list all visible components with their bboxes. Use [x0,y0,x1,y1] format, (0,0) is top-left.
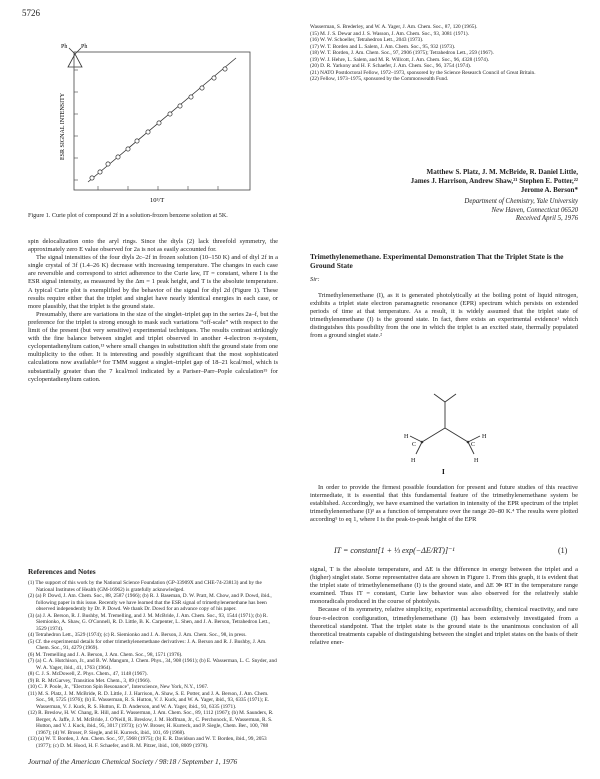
reference-item: (1) The support of this work by the National Science Foundation (GP-33909X and CHE-74-23813) and by the National Institutes of Health (GM-16962) is gratefully acknowledged. [28,580,262,593]
atom-label: H [474,458,479,464]
plot-frame [74,52,250,190]
references-list [28,580,278,749]
paragraph: signal, T is the absolute temperature, and ΔE is the difference in energy between the triplet and a (higher) singlet state. Some representative data are shown in Figure 1. From this graph, it is evident that the triplet state of trimethylenemethane (I) is the ground state, and ΔE ≫ RT in the temperature range examined. Thus IT = constant, Curie law behavior was also observed for the relatively stable monoradicals produced in the course of photolysis. [310,566,578,606]
atom-label: H [482,434,487,440]
x-ticks [98,186,218,190]
reference-item: (16) W. W. Schoeller, Tetrahedron Lett., 2043 (1973). [310,37,424,43]
data-point [168,112,172,116]
data-point [98,170,102,174]
salutation: Sir: [310,276,320,283]
atom-label: H [411,458,416,464]
data-point [212,76,216,80]
reference-item: (17) W. T. Borden and L. Salem, J. Am. Chem. Soc., 95, 932 (1973). [310,43,456,50]
data-point [116,155,120,159]
equation: IT = constant[1 + ⅓ exp(−ΔE/RT)]⁻¹ [334,546,455,555]
received-date: Received April 5, 1976 [515,215,578,223]
paragraph: Trimethylenemethane (I), as it is generated photolytically at the boiling point of liquid nitrogen, exhibits a triplet state electron paramagnetic resonance (EPR) spectrum which persists on extended periods of time at that temperature. As a result, it is widely assumed that the triplet state of trimethylenemethane (I) is the ground state. In fact, there exists an experimental evidence¹ which distinguishes this possibility from the one in which the triplet is an excited state, thermally populated from a ground singlet state.² [310,292,578,340]
data-point [126,147,130,151]
inset-label-left: Ph [61,44,68,50]
journal-footer: Journal of the American Chemical Society / 98:18 / September 1, 1976 [28,757,238,766]
page-number: 5726 [22,8,40,18]
atom-label: H [404,434,409,440]
y-ticks [74,70,78,180]
paragraph: The signal intensities of the four diyls 2c–2f in frozen solution (10–150 K) and of diyl 2f in a single crystal of 3f (1.4–26 K) decrease with increasing temperature. The changes in each case are reversible and correspond to strict adherence to the Curie law, IT = constant, where I is the ESR signal intensity, as measured by the Δm = 1 peak height, and T is the absolute temperature. A typical Curie plot is exemplified by the behavior of the signal for diyl 2d (Figure 1). These results require either that the triplet and singlet have nearly identical energies in each case, or more plausibly, that the triplet is the ground state. [28,254,278,310]
radical-dot-icon [421,441,424,444]
reference-item: (7) (a) C. A. Hutchison, Jr., and B. W. Mangum, J. Chem. Phys., 34, 908 (1961); (b) E. Wasserman, L. C. Snyder, and W. A. Yager, ibid., 41, 1763 (1964). [28,658,277,671]
data-point [200,86,204,90]
reference-item: (6) M. Tremelling and J. A. Berson, J. Am. Chem. Soc., 98, 1571 (1976). [28,651,183,658]
references-continued [310,24,578,83]
atom-label: C [412,442,417,448]
paragraph: Presumably, there are variations in the size of the singlet–triplet gap in the series 2a–f, but the preference for the triplet is strong enough to mask such variations “off-scale” with respect to the limit of the present (but very sensitive) experimental techniques. The results contrast strikingly with the fine balance between singlet and triplet observed in another 4-electron π-system, cyclopentadienylium cation,¹³ where small changes in substitution shift the ground state from one multiplicity to the other. It is interesting and possibly significant that the most sophisticated calculations now available¹⁴ for TMM suggest a singlet–triplet gap of 18–21 kcal/mol, which is substantially greater than the 7 kcal/mol indicated by a Pariser–Parr–Pople calculation¹⁵ for cyclopentadienylium cation. [28,310,278,383]
reference-item: (5) Cf. the experimental details for other trimethylenemethane derivatives: J. A. Berson and R. J. Bushby, J. Am. Chem. Soc., 91, 4279 (1969). [28,638,267,651]
reference-item: (9) B. R. McGarvey, Transition Met. Chem., 3, 89 (1966). [28,677,151,684]
author-line: Jerome A. Berson* [520,186,578,194]
reference-item: (3) (a) J. A. Berson, R. J. Bushby, M. Tremelling, and J. M. McBride, J. Am. Chem. Soc., 93, 1544 (1971); (b) R. Siemionko, A. Shaw, G. O'Connell, R. D. Little, B. K. Carpenter, L. Shen, and J. A. Berson, Tetrahedron Lett., 3529 (1974). [28,612,270,632]
right-body-text-2 [310,484,578,524]
affiliation-line: Department of Chemistry, Yale University [464,198,578,205]
paragraph: spin delocalization onto the aryl rings. Since the diyls (2) lack threefold symmetry, the approximately zero E value observed for 2a is not as easily accounted for. [28,238,278,254]
radical-dot-icon [467,441,470,444]
reference-item: (15) M. J. S. Dewar and J. S. Wasson, J. Am. Chem. Soc., 93, 3081 (1971). [310,30,469,37]
reference-item: (21) NATO Postdoctoral Fellow, 1972–1973, sponsored by the Science Research Council of Great Britain. [310,69,536,76]
structure-label: I [442,468,445,476]
reference-item: (2) (a) P. Dowd, J. Am. Chem. Soc., 88, 2587 (1966); (b) R. J. Baseman, D. W. Pratt, M. Chow, and P. Dowd, ibid., following paper in this issue. Recently we have learned that the ESR signal of trimethylenemethane has been observed independently by Dr. P. Dowd. We thank Dr. Dowd for an advance copy of his paper. [28,593,272,612]
references-heading: References and Notes [28,567,96,576]
x-axis-label: 10³/T [150,197,165,204]
reference-item: (18) W. T. Borden, J. Am. Chem. Soc., 97, 2906 (1975); Tetrahedron Lett., 259 (1967). [310,50,494,56]
reference-item: (12) R. Breslow, H. W. Chang, R. Hill, and E. Wasserman, J. Am. Chem. Soc., 89, 1112 (1967); (b) M. Saunders, R. Berger, A. Jaffe, J. M. McBride, J. O'Neill, R. Breslow, J. M. Hoffman, Jr., C. Perchonock, E. Wasserman, R. S. Hutton, and V. J. Kuck, ibid., 95, 3017 (1973); (c) W. Broser, H. Kurreck, and P. Siegle, Chem. Ber., 100, 788 (1967); (d) W. Broser, P. Siegle, and H. Kurreck, ibid., 101, 69 (1968). [28,710,274,736]
reference-item: (22) Fellow, 1973–1975, sponsored by the Commonwealth Fund. [310,76,449,82]
reference-item: (19) W. J. Hehre, L. Salem, and M. R. Willcott, J. Am. Chem. Soc., 96, 4328 (1974). [310,56,490,63]
reference-item: (4) Tetrahedron Lett., 3529 (1974); (c) R. Siemionko and J. A. Berson, J. Am. Chem. Soc., 98, in press. [28,632,247,638]
data-point [135,139,139,143]
right-body-text-3 [310,566,578,647]
reference-item: (20) D. R. Yarkony and H. F. Schaefer, J. Am. Chem. Soc., 96, 3754 (1974). [310,63,472,69]
left-body-text [28,238,278,384]
y-axis-label: ESR SIGNAL INTENSITY [60,92,66,160]
data-point [146,130,150,134]
inset-label-right: Ph [81,44,88,50]
data-point [189,95,193,99]
equation-number: (1) [558,546,568,555]
affiliation-line: New Haven, Connecticut 06520 [491,206,578,214]
data-point [157,121,161,125]
paragraph: In order to provide the firmest possible foundation for present and future studies of this reactive intermediate, it is essential that this fundamental feature of the trimethylenemethane system be established. Accordingly, we have examined the variation in intensity of the EPR spectrum of the triplet trimethylenemethane (I)³ as a function of temperature over the range 20–80 K.⁴ The results were plotted according⁵ to eq 1, where I is the peak-to-peak height of the EPR [310,484,578,524]
article-title: Trimethylenemethane. Experimental Demonstration That the Triplet State is the Ground State [310,252,564,270]
author-line: Matthew S. Platz, J. M. McBride, R. Daniel Little, [426,168,578,176]
figure-1-caption: Figure 1. Curie plot of compound 2f in a solution-frozen benzene solution at 5K. [28,212,228,219]
figure-1-curie-plot [38,40,270,208]
data-point [106,162,110,166]
atom-label: C [471,442,476,448]
right-body-text-1 [310,292,578,341]
data-point [90,176,94,180]
paragraph: Because of its symmetry, relative simplicity, experimental accessibility, chemical reactivity, and rare four-π-electron configuration, trimethylenemethane (I) has been extensively investigated from a theoretical standpoint. That the triplet state is the ground state is the unanimous conclusion of all theoretical treatments capable of distinguishing between the singlet and triplet states on the basis of their relative ener- [310,606,578,646]
reference-item: Wasserman, S. Brederley, and W. A. Yager, J. Am. Chem. Soc., 87, 120 (1965). [310,24,478,30]
trimethylenemethane-structure [390,388,500,476]
reference-item: (13) (a) W. T. Borden, J. Am. Chem. Soc., 97, 5968 (1975); (b) E. R. Davidson and W. T. Borden, ibid., 99, 2053 (1977); (c) D. M. Hood, H. F. Schaefer, and R. M. Pitzer, ibid., 100, 8009 (1978). [28,736,267,749]
author-line: James J. Harrison, Andrew Shaw,²¹ Stephen E. Potter,²² [410,177,578,185]
author-block [310,168,578,224]
reference-item: (10) C. P. Poole, Jr., "Electron Spin Resonance", Interscience, New York, N.Y., 1967. [28,684,209,690]
reference-item: (11) M. S. Platz, J. M. McBride, R. D. Little, J. J. Harrison, A. Shaw, S. E. Potter, and J. A. Berson, J. Am. Chem. Soc., 98, 5725 (1976); (b) E. Wasserman, R. S. Hutton, V. J. Kuck, and W. A. Yager, ibid., 93, 6335 (1971); E. Wasserman, V. J. Kuck, R. S. Hutton, E. D. Anderson, and W. A. Yager, ibid., 93, 6335 (1971). [28,690,270,710]
data-point [178,104,182,108]
data-point [223,67,227,71]
reference-item: (8) C. J. S. McDowell, Z. Phys. Chem., 47, 1148 (1967). [28,671,148,677]
